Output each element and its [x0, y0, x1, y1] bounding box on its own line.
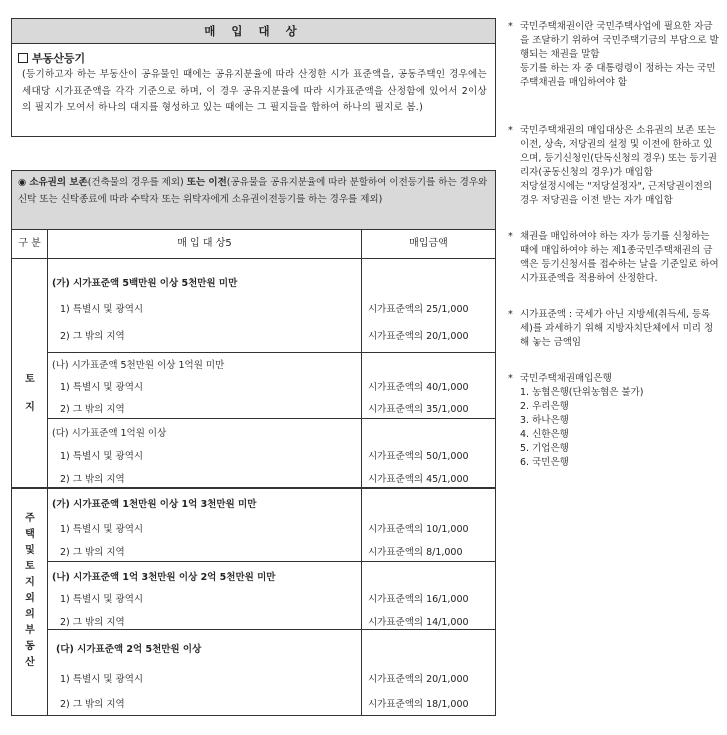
region-label: 1) 특별시 및 광역시: [60, 524, 144, 535]
group-title: (나) 시가표준액 1억 3천만원 이상 2억 5천만원 미만: [52, 572, 276, 583]
note-text: 채권을 매입하여야 하는 자가 등기를 신청하는 때에 매입하여야 하는 제1종국민주택채권의 금액은 등기신청서를 접수하는 날을 기준일로 하여 시가표준액을 적용하여 산정한다.: [520, 231, 719, 284]
region-label: 1) 특별시 및 광역시: [60, 382, 144, 393]
amount-value: 시가표준액의 20/1,000: [368, 674, 469, 685]
divider: [48, 629, 495, 630]
intro-bold-2: 또는 이전: [186, 177, 227, 188]
note-text: 국민주택채권매입은행 1. 농협은행(단위농협은 불가) 2. 우리은행 3. 하나은행 4. 신한은행 5. 기업은행 6. 국민은행: [520, 373, 644, 468]
intro-mid-1: (건축물의 경우를 제외): [87, 177, 187, 188]
group-title: (가) 시가표준액 5백만원 이상 5천만원 미만: [52, 278, 238, 289]
note-item: [508, 372, 720, 470]
amount-value: 시가표준액의 10/1,000: [368, 524, 469, 535]
note-text: 시가표준액 : 국세가 아닌 지방세(취득세, 등록세)를 과세하기 위해 지방자치단체에서 미리 정해 놓는 금액임: [520, 309, 714, 348]
star-icon: *: [508, 21, 513, 32]
section-paragraph: (등기하고자 하는 부동산이 공유물인 때에는 공유지분율에 따라 산정한 시가 표준액을, 공동주택인 경우에는 세대당 시가표준액을 각각 기준으로 하며, 이 경우 공유지분율에 따라 시가표준액을 산정함에 있어서 2이상의 필지가 모여서 하나의 대지를 형성하고 있는 때에는 그 필지들을 합하여 하나의 필지로 봄.): [22, 69, 487, 113]
amount-value: 시가표준액의 40/1,000: [368, 382, 469, 393]
amount-value: 시가표준액의 16/1,000: [368, 594, 469, 605]
group-title: (가) 시가표준액 1천만원 이상 1억 3천만원 미만: [52, 499, 257, 510]
region-label: 2) 그 밖의 지역: [60, 474, 125, 485]
house-label-text: 주택 및 토지외의 부동산: [25, 513, 35, 668]
group-title: (다) 시가표준액 1억원 이상: [52, 428, 167, 439]
note-item: [508, 230, 720, 286]
amount-value: 시가표준액의 50/1,000: [368, 451, 469, 462]
intro-bold-1: 소유권의 보존: [29, 177, 88, 188]
amount-value: 시가표준액의 35/1,000: [368, 404, 469, 415]
divider: [12, 258, 495, 259]
bullet-icon: ◉: [18, 177, 30, 188]
land-label-text: 토 지: [25, 374, 35, 413]
region-label: 1) 특별시 및 광역시: [60, 304, 144, 315]
region-label: 2) 그 밖의 지역: [60, 547, 125, 558]
amount-value: 시가표준액의 25/1,000: [368, 304, 469, 315]
amount-value: 시가표준액의 45/1,000: [368, 474, 469, 485]
region-label: 2) 그 밖의 지역: [60, 404, 125, 415]
region-label: 2) 그 밖의 지역: [60, 699, 125, 710]
star-icon: *: [508, 373, 513, 384]
note-item: [508, 308, 720, 350]
star-icon: *: [508, 309, 513, 320]
col-category: 구 분: [18, 238, 41, 249]
divider: [48, 561, 495, 562]
group-title: (나) 시가표준액 5천만원 이상 1억원 미만: [52, 360, 225, 371]
note-text: 국민주택채권이란 국민주택사업에 필요한 자금을 조달하기 위하여 국민주택기금의 부담으로 발행되는 채권을 말함 등기를 하는 자 중 대통령령이 정하는 자는 국민주택채권을 매입하여야 함: [520, 21, 719, 88]
land-label: [12, 366, 48, 422]
transfer-table: [11, 170, 496, 716]
divider: [12, 487, 495, 489]
section-label: 부동산등기: [32, 52, 86, 65]
region-label: 2) 그 밖의 지역: [60, 331, 125, 342]
star-icon: *: [508, 125, 513, 136]
divider: [361, 230, 362, 715]
region-label: 1) 특별시 및 광역시: [60, 594, 144, 605]
star-icon: *: [508, 231, 513, 242]
section-heading: [12, 44, 495, 66]
transfer-intro: [12, 171, 495, 230]
intro-rest: (공유물을 공유지분율에 따라 분할하여 이전등기를 하는 경우와 신탁 또는 신탁종료에 따라 수탁자 또는 위탁자에게 소유권이전등기를 하는 경우를 제외): [18, 177, 488, 205]
amount-value: 시가표준액의 18/1,000: [368, 699, 469, 710]
col-target: 매 입 대 상5: [177, 238, 232, 249]
house-label: [12, 511, 48, 671]
checkbox-square-icon: [18, 53, 28, 63]
amount-value: 시가표준액의 8/1,000: [368, 547, 463, 558]
amount-value: 시가표준액의 20/1,000: [368, 331, 469, 342]
divider: [48, 352, 495, 353]
notes-column: [508, 20, 720, 470]
page-title: 매 입 대 상: [12, 19, 495, 44]
region-label: 1) 특별시 및 광역시: [60, 674, 144, 685]
group-title: (다) 시가표준액 2억 5천만원 이상: [56, 644, 202, 655]
table-header: [12, 230, 495, 259]
divider: [48, 418, 495, 419]
region-label: 2) 그 밖의 지역: [60, 617, 125, 628]
purchase-target-box: [11, 18, 496, 137]
region-label: 1) 특별시 및 광역시: [60, 451, 144, 462]
note-item: [508, 124, 720, 208]
amount-value: 시가표준액의 14/1,000: [368, 617, 469, 628]
col-amount: 매입금액: [409, 238, 448, 249]
note-text: 국민주택채권의 매입대상은 소유권의 보존 또는 이전, 상속, 저당권의 설정 및 이전에 한하고 있으며, 등기신청인(단독신청의 경우) 또는 등기권리자(공동신청의 경우)가 매입함 저당설정시에는 "저당설정자", 근저당권이전의 경우 저당권을 이전 받는 자가 매입함: [520, 125, 717, 206]
note-item: [508, 20, 720, 90]
